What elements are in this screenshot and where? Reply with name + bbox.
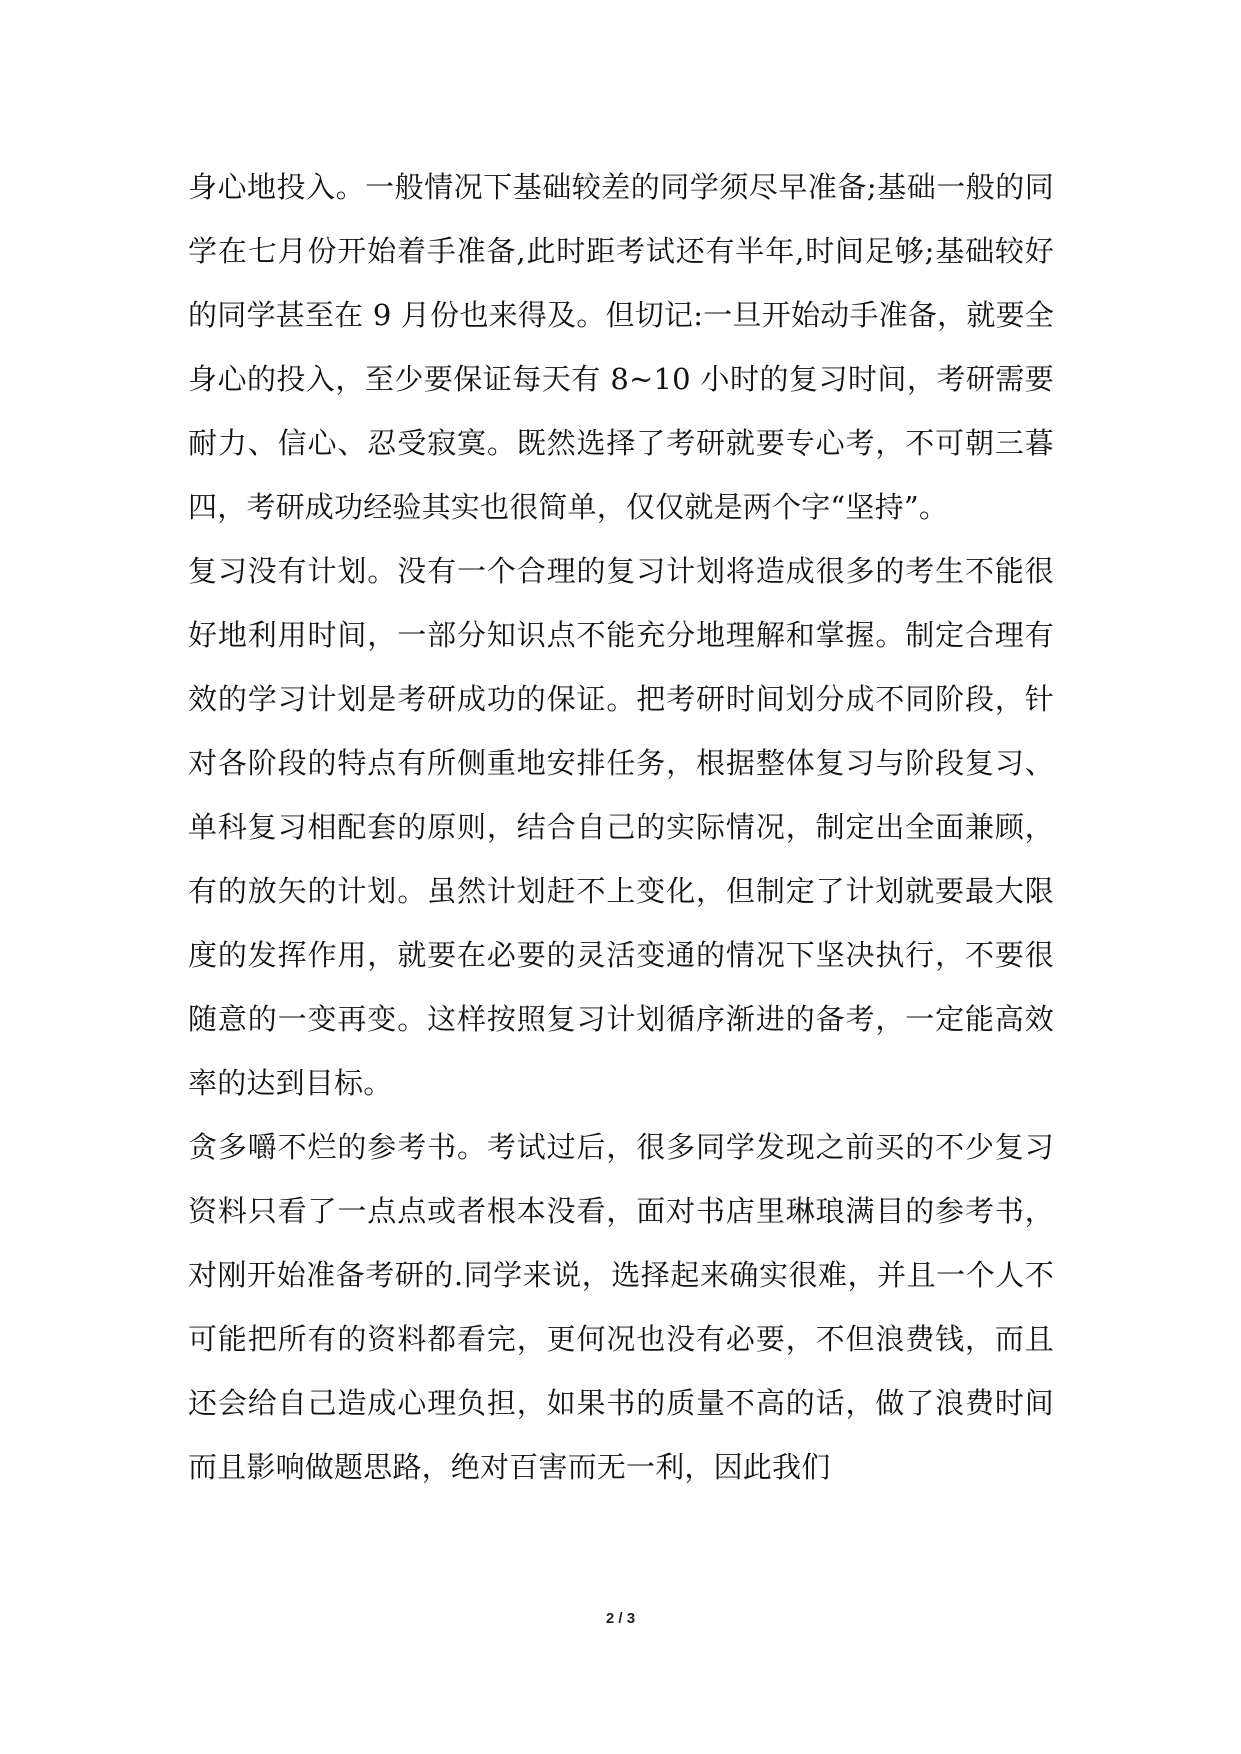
page-number: 2 / 3: [605, 1610, 636, 1627]
paragraph-reference-books: 贪多嚼不烂的参考书。考试过后，很多同学发现之前买的不少复习资料只看了一点点或者根本没看，面对书店里琳琅满目的参考书，对刚开始准备考研的.同学来说，选择起来确实很难，并且一个人不可能把所有的资料都看完，更何况也没有必要，不但浪费钱，而且还会给自己造成心理负担，如果书的质量不高的话，做了浪费时间而且影响做题思路，绝对百害而无一利，因此我们: [188, 1130, 1054, 1484]
paragraph-commitment: 身心地投入。一般情况下基础较差的同学须尽早准备;基础一般的同学在七月份开始着手准备,此时距考试还有半年,时间足够;基础较好的同学甚至在 9 月份也来得及。但切记:一旦开始动手准备，就要全身心的投入，至少要保证每天有 8~10 小时的复习时间，考研需要耐力、信心、忍受寂寞。既然选择了考研就要专心考，不可朝三暮四，考研成功经验其实也很简单，仅仅就是两个字“坚持”。: [188, 170, 1054, 524]
document-body: [188, 155, 1054, 1499]
paragraph-review-plan: 复习没有计划。没有一个合理的复习计划将造成很多的考生不能很好地利用时间，一部分知识点不能充分地理解和掌握。制定合理有效的学习计划是考研成功的保证。把考研时间划分成不同阶段，针对各阶段的特点有所侧重地安排任务，根据整体复习与阶段复习、单科复习相配套的原则，结合自己的实际情况，制定出全面兼顾，有的放矢的计划。虽然计划赶不上变化，但制定了计划就要最大限度的发挥作用，就要在必要的灵活变通的情况下坚决执行，不要很随意的一变再变。这样按照复习计划循序渐进的备考，一定能高效率的达到目标。: [188, 554, 1054, 1100]
